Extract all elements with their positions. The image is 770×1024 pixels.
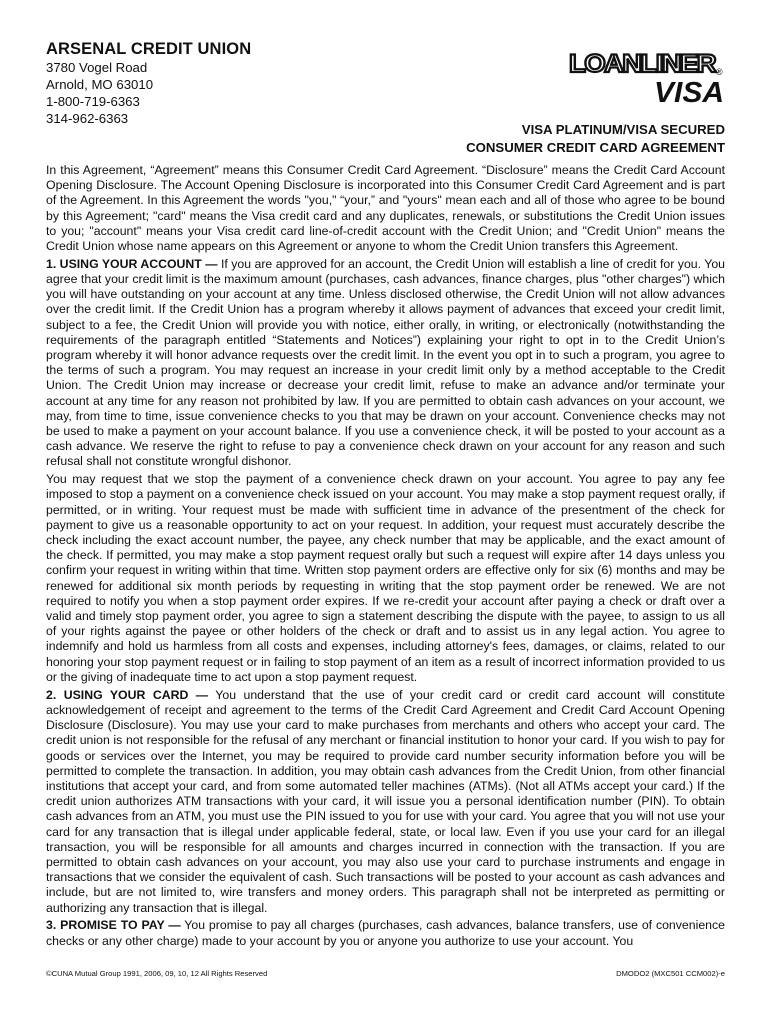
section-1-using-your-account [46,257,725,470]
phone-number-2: 314-962-6363 [46,111,129,126]
section-2-using-your-card [46,688,725,916]
logo-loanliner-text: LOANLINER [569,50,717,78]
title-line-2: CONSUMER CREDIT CARD AGREEMENT [466,139,725,155]
credit-union-header [46,40,251,127]
logo-visa-text: VISA [654,77,724,106]
credit-union-name: ARSENAL CREDIT UNION [46,40,252,58]
logo-registered-mark: ® [716,67,723,77]
section-2-heading: 2. USING YOUR CARD — [46,687,209,702]
agreement-body [46,163,725,951]
agreement-title [466,121,725,156]
copyright-footer: ©CUNA Mutual Group 1991, 2006, 09, 10, 12 All Rights Reserved [46,969,268,978]
form-code-footer: DMODO2 (MXC501 CCM002)-e [616,969,725,978]
section-3-promise-to-pay [46,918,725,948]
title-line-1: VISA PLATINUM/VISA SECURED [521,122,725,137]
intro-paragraph: In this Agreement, “Agreement” means this Consumer Credit Card Agreement. “Disclosure” means the Credit Card Account Opening Disclosure. The Account Opening Disclosure is incorporated into this Consumer Credit Card Agreement and is part of the Agreement. In this Agreement the words "you," “your,” and "yours" mean each and all of those who agree to be bound by this Agreement; "card" means the Visa credit card and any duplicates, renewals, or substitutions the Credit Union issues to you; "account" means your Visa credit card line-of-credit account with the Credit Union; and "Credit Union" means the Credit Union whose name appears on this Agreement or anyone to whom the Credit Union transfers this Agreement. [46,163,725,254]
address-line-2: Arnold, MO 63010 [46,77,154,92]
phone-number-1: 1-800-719-6363 [46,94,140,109]
address-line-1: 3780 Vogel Road [46,60,148,75]
loanliner-visa-logo [568,48,728,106]
section-1-heading: 1. USING YOUR ACCOUNT — [46,256,218,271]
section-1-text: If you are approved for an account, the Credit Union will establish a line of credit for you. You agree that your credit limit is the maximum amount (purchases, cash advances, finance charges, plus "other charges") which you will have outstanding on your account at any time. Unless disclosed otherwise, the Credit Union will not allow advances over the credit limit. If the Credit Union has a program whereby it allows payment of advances that exceed your credit limit, subject to a fee, the Credit Union will provide you with notice, either orally, in writing, or electronically (notwithstanding the requirements of the paragraph entitled “Statements and Notices”) explaining your right to opt in to the Credit Union’s program whereby it will honor advance requests over the credit limit. In the event you opt in to such a program, you agree to the terms of such a program. You may request an increase in your credit limit only by a method acceptable to the Credit Union. The Credit Union may increase or decrease your credit limit, refuse to make an advance and/or terminate your account at any time for any reason not prohibited by law. If you are permitted to obtain cash advances on your account, we may, from time to time, issue convenience checks to you that may be drawn on your account. Convenience checks may not be used to make a payment on your account balance. If you use a convenience check, it will be posted to your account as a cash advance. We reserve the right to refuse to pay a convenience check drawn on your account for any reason and such refusal shall not constitute wrongful dishonor. [46,256,725,469]
section-3-heading: 3. PROMISE TO PAY — [46,918,181,933]
section-2-text: You understand that the use of your credit card or credit card account will constitute acknowledgement of receipt and agreement to the terms of the Credit Card Agreement and Credit Card Account Opening Disclosure (Disclosure). You may use your card to make purchases from merchants and others who accept your card. The credit union is not responsible for the refusal of any merchant or financial institution to honor your card. If you wish to pay for goods or services over the Internet, you may be required to provide card number security information before you will be permitted to complete the transaction. In addition, you may obtain cash advances from the Credit Union, from other financial institutions that accept your card, and from some automated teller machines (ATMs). (Not all ATMs accept your card.) If the credit union authorizes ATM transactions with your card, it will issue you a personal identification number (PIN). To obtain cash advances from an ATM, you must use the PIN issued to you for use with your card. You agree that you will not use your card for any transaction that is illegal under applicable federal, state, or local law. Even if you use your card for an illegal transaction, you will be responsible for all amounts and charges incurred in connection with the transaction. If you are permitted to obtain cash advances on your account, you may also use your card to purchase instruments and engage in transactions that we consider the equivalent of cash. Such transactions will be posted to your account as cash advances and include, but are not limited to, wire transfers and money orders. This paragraph shall not be interpreted as permitting or authorizing any transaction that is illegal. [46,687,725,915]
section-3-text: You promise to pay all charges (purchases, cash advances, balance transfers, use of convenience checks or any other charge) made to your account by you or anyone you authorize to use your account. You [46,918,725,948]
stop-payment-paragraph: You may request that we stop the payment of a convenience check drawn on your account. You agree to pay any fee imposed to stop a payment on a convenience check issued on your account. You may make a stop payment request orally, if permitted, or in writing. Your request must be made with sufficient time in advance of the presentment of the check for payment to give us a reasonable opportunity to act on your request. In addition, your request must accurately describe the check including the exact account number, the payee, any check number that may be applicable, and the exact amount of the check. If permitted, you may make a stop payment request orally but such a request will expire after 14 days unless you confirm your request in writing within that time. Written stop payment orders are effective only for six (6) months and may be renewed for additional six month periods by requesting in writing that the stop payment order be renewed. We are not required to notify you when a stop payment order expires. If we re-credit your account after paying a check or draft over a valid and timely stop payment order, you agree to sign a statement describing the dispute with the payee, to assign to us all of your rights against the payee or other holders of the check or draft and to assist us in any legal action. You agree to indemnify and hold us harmless from all costs and expenses, including attorney's fees, damages, or claims, related to our honoring your stop payment request or in failing to stop payment of an item as a result of incorrect information provided to us or the giving of inadequate time to act upon a stop payment request. [46,472,725,684]
